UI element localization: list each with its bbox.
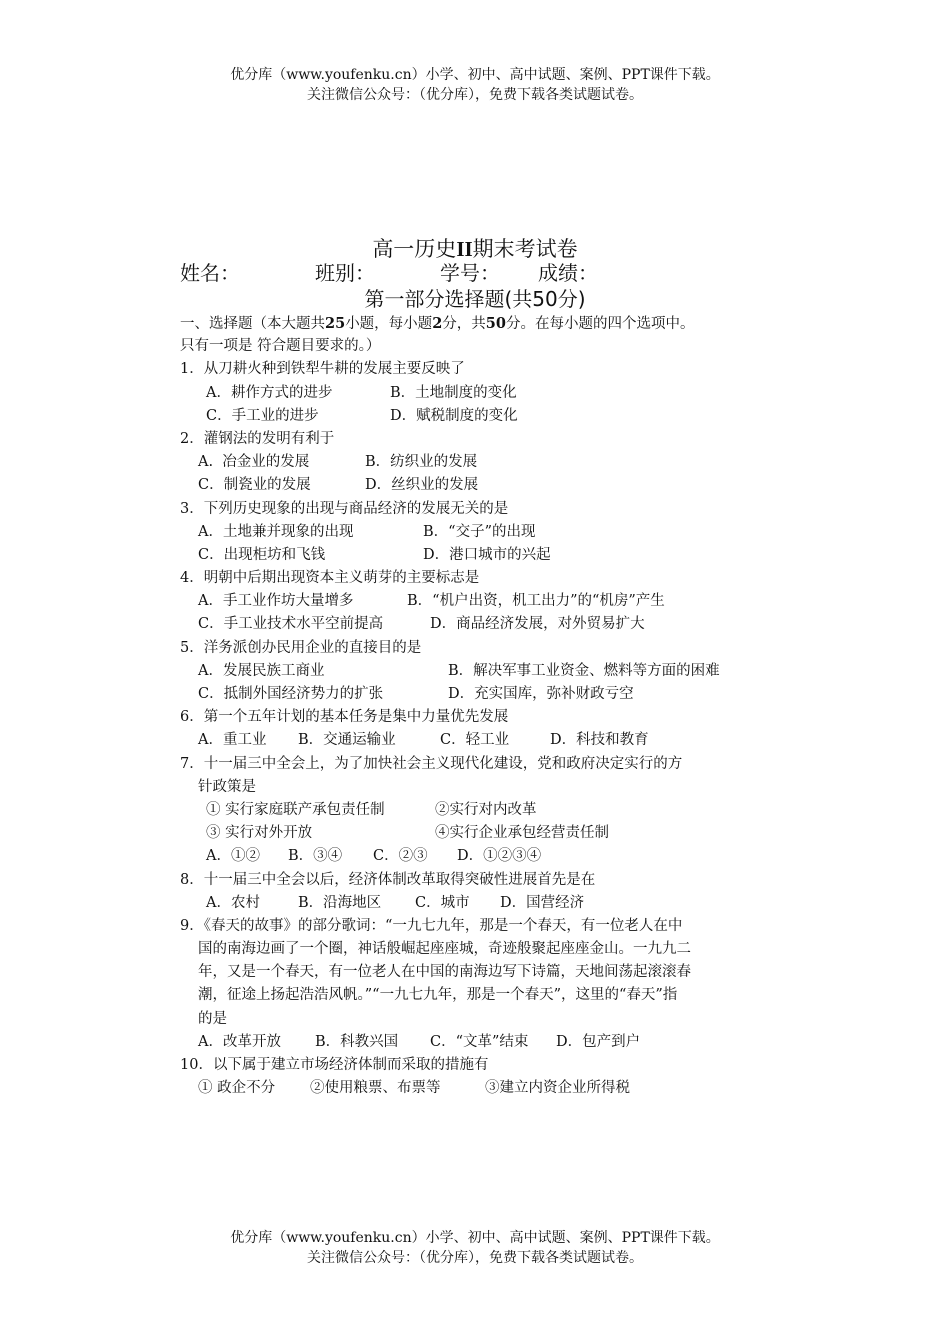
- name-label: 姓名：: [180, 261, 240, 285]
- option-a: A．耕作方式的进步: [206, 384, 333, 401]
- option-c: C．②③: [373, 848, 428, 865]
- question-stem: 4．明朝中后期出现资本主义萌芽的主要标志是: [180, 570, 480, 587]
- option-c: C．出现柜坊和飞钱: [198, 546, 326, 563]
- statement-row: [180, 1077, 780, 1100]
- option-d: D．①②③④: [457, 848, 542, 865]
- option-row: [180, 544, 780, 567]
- class-label: 班别：: [315, 261, 375, 285]
- header-line-2: 关注微信公众号：（优分库），免费下载各类试题试卷。: [307, 87, 643, 103]
- footer-line-1: 优分库（www.youfenku.cn）小学、初中、高中试题、案例、PPT课件下载。: [230, 1230, 720, 1246]
- option-a: A．①②: [206, 848, 260, 865]
- option-a: A．土地兼并现象的出现: [198, 523, 354, 540]
- option-d: D．丝织业的发展: [365, 477, 479, 494]
- title-suffix: 期末考试卷: [472, 237, 578, 261]
- exam-title: [0, 236, 950, 262]
- option-b: B．解决军事工业资金、燃料等方面的困难: [448, 662, 720, 679]
- question-stem-continued: 的是: [198, 1010, 227, 1027]
- question-stem: 7．十一届三中全会上，为了加快社会主义现代化建设，党和政府决定实行的方: [180, 755, 683, 772]
- instr-text-3: 分，共: [442, 316, 486, 332]
- option-d: D．港口城市的兴起: [423, 546, 551, 563]
- student-id-label: 学号：: [440, 261, 500, 285]
- page-footer-banner: [0, 1228, 950, 1268]
- option-c: C．轻工业: [440, 732, 510, 749]
- option-row: [180, 729, 780, 752]
- option-a: A. 冶金业的发展: [198, 454, 310, 471]
- title-roman-numeral: II: [456, 237, 473, 261]
- instructions-line-1: [180, 312, 780, 335]
- question-stem-continued: 年，又是一个春天，有一位老人在中国的南海边写下诗篇，天地间荡起滚滚春: [198, 964, 691, 981]
- instr-text-4: 分。在每小题的四个选项中。: [505, 316, 695, 332]
- option-row: [180, 845, 780, 868]
- option-a: A．发展民族工商业: [198, 662, 325, 679]
- option-b: B．③④: [288, 848, 343, 865]
- option-c: C．手工业的进步: [206, 407, 319, 424]
- option-row: [180, 474, 780, 497]
- question-stem-continued: 针政策是: [198, 778, 256, 795]
- option-row: [180, 683, 780, 706]
- option-d: D．商品经济发展，对外贸易扩大: [430, 616, 645, 633]
- option-row: [180, 892, 780, 915]
- statement-4: ④实行企业承包经营责任制: [435, 825, 609, 842]
- instr-total: 50: [485, 315, 506, 332]
- option-a: A．改革开放: [198, 1033, 281, 1050]
- option-c: C．城市: [415, 894, 470, 911]
- student-info-row: [180, 260, 598, 286]
- statement-3: ③ 实行对外开放: [206, 825, 313, 842]
- option-row: [180, 590, 780, 613]
- page-header-banner: [0, 65, 950, 105]
- statement-row: [180, 799, 780, 822]
- option-b: B．科教兴国: [315, 1033, 399, 1050]
- option-b: B．交通运输业: [298, 732, 396, 749]
- question-stem: 8．十一届三中全会以后，经济体制改革取得突破性进展首先是在: [180, 871, 596, 888]
- question-stem: 2．灌钢法的发明有利于: [180, 430, 335, 447]
- option-c: C．抵制外国经济势力的扩张: [198, 686, 384, 702]
- question-stem-continued: 国的南海边画了一个圈，神话般崛起座座城，奇迹般聚起座座金山。一九九二: [198, 941, 691, 958]
- footer-line-2: 关注微信公众号：（优分库），免费下载各类试题试卷。: [307, 1250, 643, 1266]
- option-b: B．“交子”的出现: [423, 523, 536, 540]
- option-d: D．赋税制度的变化: [390, 407, 518, 424]
- score-label: 成绩：: [538, 261, 598, 285]
- question-stem: 3．下列历史现象的出现与商品经济的发展无关的是: [180, 500, 509, 517]
- instr-text-1: 一、选择题（本大题共: [180, 316, 325, 332]
- option-row: [180, 1031, 780, 1054]
- instructions-line-2: 只有一项是 符合题目要求的。）: [180, 338, 381, 355]
- header-line-1: 优分库（www.youfenku.cn）小学、初中、高中试题、案例、PPT课件下载。: [230, 67, 720, 83]
- statement-row: [180, 822, 780, 845]
- option-c: C．手工业技术水平空前提高: [198, 616, 384, 633]
- option-a: A．重工业: [198, 732, 267, 749]
- option-d: D．国营经济: [500, 894, 585, 911]
- option-row: [180, 521, 780, 544]
- instr-points: 2: [432, 315, 443, 332]
- question-stem-continued: 潮，征途上扬起浩浩风帆。”“一九七九年，那是一个春天”，这里的“春天”指: [198, 987, 678, 1004]
- exam-content: [180, 312, 780, 1100]
- option-b: B．土地制度的变化: [390, 384, 517, 401]
- option-b: B．纺织业的发展: [365, 454, 478, 471]
- section-title: 第一部分选择题(共50分): [364, 287, 586, 311]
- option-d: D．科技和教育: [550, 732, 649, 749]
- option-c: C．“文革”结束: [430, 1033, 529, 1050]
- instr-text-2: 小题，每小题: [345, 316, 433, 332]
- option-d: D．充实国库，弥补财政亏空: [448, 686, 634, 702]
- statement-3: ③建立内资企业所得税: [485, 1080, 630, 1097]
- instr-count: 25: [325, 315, 346, 332]
- option-row: [180, 451, 780, 474]
- option-row: [180, 382, 780, 405]
- option-a: A．手工业作坊大量增多: [198, 593, 354, 610]
- statement-1: ① 政企不分: [198, 1080, 276, 1097]
- option-row: [180, 613, 780, 636]
- option-b: B．沿海地区: [298, 894, 382, 911]
- question-stem: 9．《春天的故事》的部分歌词：“一九七九年，那是一个春天，有一位老人在中: [180, 917, 683, 934]
- option-b: B．“机户出资，机工出力”的“机房”产生: [407, 593, 665, 610]
- question-stem: 10．以下属于建立市场经济体制而采取的措施有: [180, 1057, 489, 1073]
- statement-2: ②使用粮票、布票等: [310, 1080, 441, 1097]
- option-c: C．制瓷业的发展: [198, 477, 311, 494]
- title-prefix: 高一历史: [372, 237, 457, 261]
- question-stem: 6．第一个五年计划的基本任务是集中力量优先发展: [180, 709, 509, 726]
- option-row: [180, 405, 780, 428]
- question-stem: 1．从刀耕火种到铁犁牛耕的发展主要反映了: [180, 361, 465, 378]
- option-d: D．包产到户: [556, 1033, 641, 1050]
- question-stem: 5．洋务派创办民用企业的直接目的是: [180, 639, 422, 656]
- statement-1: ① 实行家庭联产承包责任制: [206, 801, 385, 818]
- statement-2: ②实行对内改革: [435, 801, 537, 818]
- option-row: [180, 660, 780, 683]
- option-a: A．农村: [206, 894, 260, 911]
